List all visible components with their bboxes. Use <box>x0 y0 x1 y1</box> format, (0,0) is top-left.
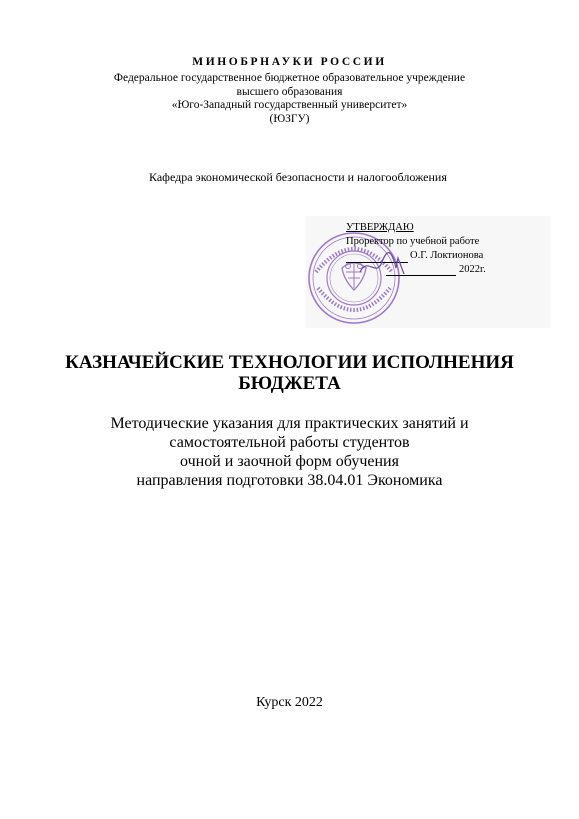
approval-year: 2022г. <box>459 264 486 275</box>
subtitle-line: направления подготовки 38.04.01 Экономика <box>136 472 443 489</box>
document-title <box>0 352 579 394</box>
approval-name: О.Г. Локтионова <box>410 250 484 261</box>
approval-position: Проректор по учебной работе <box>346 236 480 247</box>
org-line: высшего образования <box>236 85 343 98</box>
org-line: «Юго-Западный государственный университет» <box>171 99 408 111</box>
city-year: Курск 2022 <box>256 695 323 710</box>
title-line: БЮДЖЕТА <box>238 373 341 394</box>
org-line: (ЮЗГУ) <box>269 112 310 125</box>
signature-icon <box>354 238 434 288</box>
approval-title: УТВЕРЖДАЮ <box>346 222 414 233</box>
organization-block <box>0 72 579 126</box>
title-line: КАЗНАЧЕЙСКИЕ ТЕХНОЛОГИИ ИСПОЛНЕНИЯ <box>65 352 514 373</box>
subtitle-line: Методические указания для практических занятий и <box>110 415 469 432</box>
org-line: Федеральное государственное бюджетное образовательное учреждение <box>113 72 466 84</box>
approval-stamp-block <box>306 216 550 328</box>
department-name: Кафедра экономической безопасности и налогообложения <box>149 170 447 184</box>
subtitle-line: очной и заочной форм обучения <box>180 453 399 470</box>
document-subtitle <box>0 414 579 490</box>
subtitle-line: самостоятельной работы студентов <box>169 434 410 451</box>
ministry-heading: МИНОБРНАУКИ РОССИИ <box>192 56 387 68</box>
